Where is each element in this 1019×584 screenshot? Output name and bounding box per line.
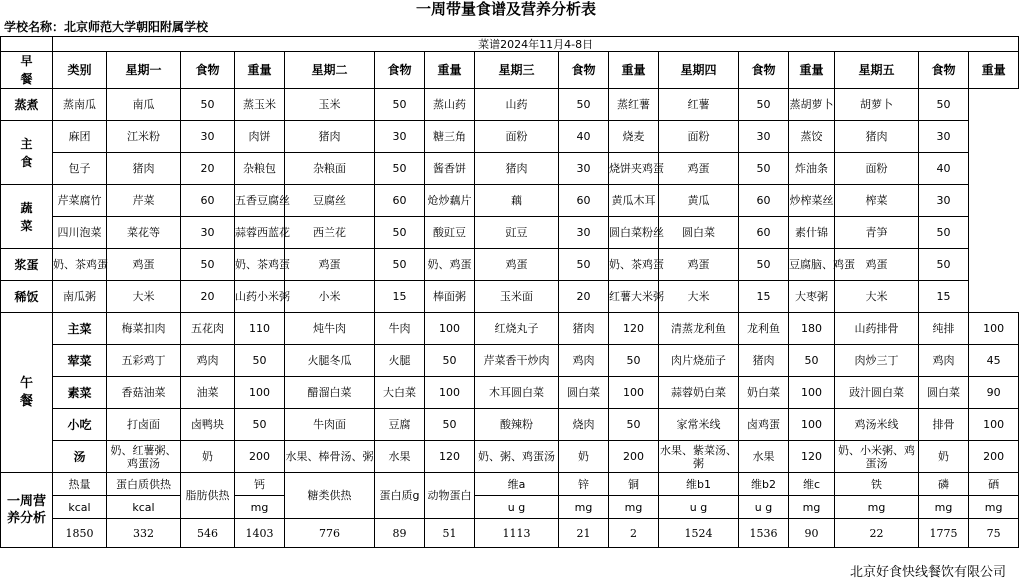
- dish-cell: 蒸红薯: [609, 89, 659, 121]
- dish-cell: 芹菜香干炒肉: [475, 345, 559, 377]
- food-cell: 五花肉: [181, 313, 235, 345]
- dish-cell: 蒸玉米: [235, 89, 285, 121]
- meal-breakfast-label: 早餐: [20, 54, 33, 86]
- food-cell: 烧肉: [559, 409, 609, 441]
- food-cell: 奶: [559, 441, 609, 473]
- weight-cell: 100: [425, 377, 475, 409]
- weight-cell: 50: [375, 217, 425, 249]
- col-header: 食物: [739, 52, 789, 89]
- weight-cell: 120: [609, 313, 659, 345]
- breakfast-row: [1, 281, 1019, 313]
- dish-cell: 蒸南瓜: [53, 89, 107, 121]
- dish-cell: 炝炒藕片: [425, 185, 475, 217]
- col-header: 重量: [969, 52, 1019, 89]
- category-label: 小吃: [53, 409, 107, 441]
- nut-vita: 维a: [475, 473, 559, 496]
- weight-cell: 100: [969, 409, 1019, 441]
- dish-cell: 蒜蓉奶白菜: [659, 377, 739, 409]
- category-label: 汤: [53, 441, 107, 473]
- col-header: 食物: [559, 52, 609, 89]
- nutrition-value: 1536: [739, 519, 789, 548]
- food-cell: 菜花等: [107, 217, 181, 249]
- food-cell: 豇豆: [475, 217, 559, 249]
- weight-cell: 50: [919, 89, 969, 121]
- food-cell: 面粉: [835, 153, 919, 185]
- weight-cell: 30: [919, 121, 969, 153]
- weight-cell: 20: [181, 153, 235, 185]
- category-label: 浆蛋: [1, 249, 53, 281]
- weight-cell: 50: [425, 345, 475, 377]
- dish-cell: 炸油条: [789, 153, 835, 185]
- dish-cell: 豆腐脑、鸡蛋: [789, 249, 835, 281]
- weight-cell: 180: [789, 313, 835, 345]
- dish-cell: 醋溜白菜: [285, 377, 375, 409]
- weight-cell: 100: [609, 377, 659, 409]
- dish-cell: 杂粮包: [235, 153, 285, 185]
- nutrition-value: 1775: [919, 519, 969, 548]
- category-text: 主食: [20, 136, 33, 169]
- unit-vita: u g: [475, 496, 559, 519]
- col-header: 星期四: [659, 52, 739, 89]
- dish-cell: 五香豆腐丝: [235, 185, 285, 217]
- dish-cell: 肉片烧茄子: [659, 345, 739, 377]
- breakfast-row: [1, 217, 1019, 249]
- nut-animal-protein: 动物蛋白: [425, 473, 475, 519]
- weight-cell: 50: [739, 153, 789, 185]
- food-cell: 玉米: [285, 89, 375, 121]
- dish-cell: 奶、红薯粥、鸡蛋汤: [107, 441, 181, 473]
- food-cell: 西兰花: [285, 217, 375, 249]
- food-cell: 猪肉: [475, 153, 559, 185]
- nutrition-value: 332: [107, 519, 181, 548]
- weight-cell: 50: [235, 409, 285, 441]
- dish-cell: 香菇油菜: [107, 377, 181, 409]
- food-cell: 鸡蛋: [107, 249, 181, 281]
- food-cell: 小米: [285, 281, 375, 313]
- unit-iron: mg: [835, 496, 919, 519]
- weight-cell: 15: [375, 281, 425, 313]
- nut-protein-heat: 蛋白质供热: [107, 473, 181, 496]
- dish-cell: 圆白菜粉丝: [609, 217, 659, 249]
- weight-cell: 50: [559, 249, 609, 281]
- weight-cell: 50: [609, 345, 659, 377]
- unit-zinc: mg: [559, 496, 609, 519]
- weight-cell: 100: [969, 313, 1019, 345]
- weight-cell: 50: [425, 409, 475, 441]
- breakfast-section: [1, 89, 1019, 313]
- weight-cell: 50: [375, 249, 425, 281]
- food-cell: 玉米面: [475, 281, 559, 313]
- nut-vitc: 维c: [789, 473, 835, 496]
- food-cell: 水果: [739, 441, 789, 473]
- nutrition-values-row: [1, 519, 1019, 548]
- col-header: 重量: [425, 52, 475, 89]
- col-header: 重量: [789, 52, 835, 89]
- weight-cell: 50: [919, 217, 969, 249]
- nut-iron: 铁: [835, 473, 919, 496]
- dish-cell: 炖牛肉: [285, 313, 375, 345]
- sheet-title: 一周带量食谱及营养分析表: [415, 0, 596, 18]
- weight-cell: 50: [739, 249, 789, 281]
- food-cell: 猪肉: [739, 345, 789, 377]
- food-cell: 纯排: [919, 313, 969, 345]
- weight-cell: 20: [181, 281, 235, 313]
- food-cell: 圆白菜: [659, 217, 739, 249]
- weight-cell: 100: [789, 409, 835, 441]
- weight-cell: 90: [969, 377, 1019, 409]
- nutrition-value: 1403: [235, 519, 285, 548]
- dish-cell: 糖三角: [425, 121, 475, 153]
- food-cell: 藕: [475, 185, 559, 217]
- nutrition-summary-label: 一周营养分析: [1, 473, 53, 548]
- category-label: 素菜: [53, 377, 107, 409]
- food-cell: 奶白菜: [739, 377, 789, 409]
- nutrition-value: 51: [425, 519, 475, 548]
- weight-cell: 60: [739, 217, 789, 249]
- breakfast-row: [1, 153, 1019, 185]
- food-cell: 猪肉: [107, 153, 181, 185]
- nut-vitb2: 维b2: [739, 473, 789, 496]
- nut-vitb1: 维b1: [659, 473, 739, 496]
- col-header: 食物: [375, 52, 425, 89]
- company-name: 北京好食快线餐饮有限公司: [849, 565, 1006, 580]
- breakfast-row: [1, 89, 1019, 121]
- dish-cell: 火腿冬瓜: [285, 345, 375, 377]
- dish-cell: 烧麦: [609, 121, 659, 153]
- category-label: [1, 185, 53, 249]
- dish-cell: 棒面粥: [425, 281, 475, 313]
- category-label: 主菜: [53, 313, 107, 345]
- food-cell: 山药: [475, 89, 559, 121]
- food-cell: 油菜: [181, 377, 235, 409]
- nutrition-value: 22: [835, 519, 919, 548]
- breakfast-row: [1, 121, 1019, 153]
- weight-cell: 30: [375, 121, 425, 153]
- dish-cell: 鸡汤米线: [835, 409, 919, 441]
- weight-cell: 100: [789, 377, 835, 409]
- category-label: 荤菜: [53, 345, 107, 377]
- dish-cell: 素什锦: [789, 217, 835, 249]
- food-cell: 牛肉: [375, 313, 425, 345]
- food-cell: 豆腐丝: [285, 185, 375, 217]
- food-cell: 大白菜: [375, 377, 425, 409]
- meal-breakfast: [1, 52, 53, 89]
- food-cell: 鸡肉: [919, 345, 969, 377]
- weight-cell: 100: [235, 377, 285, 409]
- weight-cell: 50: [789, 345, 835, 377]
- nutrition-value: 1850: [53, 519, 107, 548]
- col-header: 星期五: [835, 52, 919, 89]
- dish-cell: 麻团: [53, 121, 107, 153]
- food-cell: 大米: [107, 281, 181, 313]
- food-cell: 鸡蛋: [835, 249, 919, 281]
- food-cell: 红薯: [659, 89, 739, 121]
- weight-cell: 30: [739, 121, 789, 153]
- unit-heat: kcal: [53, 496, 107, 519]
- nutrition-value: 1113: [475, 519, 559, 548]
- weight-cell: 50: [181, 249, 235, 281]
- nutrition-value: 546: [181, 519, 235, 548]
- dish-cell: 红薯大米粥: [609, 281, 659, 313]
- food-cell: 大米: [835, 281, 919, 313]
- weight-cell: 50: [375, 89, 425, 121]
- category-label: [1, 121, 53, 185]
- dish-cell: 山药小米粥: [235, 281, 285, 313]
- dish-cell: 水果、棒骨汤、粥: [285, 441, 375, 473]
- weight-cell: 200: [235, 441, 285, 473]
- dish-cell: 蒸胡萝卜: [789, 89, 835, 121]
- dish-cell: 豉汁圆白菜: [835, 377, 919, 409]
- unit-vitb2: u g: [739, 496, 789, 519]
- breakfast-row: [1, 185, 1019, 217]
- food-cell: 鸡蛋: [659, 153, 739, 185]
- weight-cell: 120: [425, 441, 475, 473]
- food-cell: 奶: [919, 441, 969, 473]
- dish-cell: 酸豇豆: [425, 217, 475, 249]
- nut-calcium: 钙: [235, 473, 285, 496]
- nutrition-value: 21: [559, 519, 609, 548]
- dish-cell: 蒸饺: [789, 121, 835, 153]
- dish-cell: 奶、茶鸡蛋: [53, 249, 107, 281]
- nutrition-value: 75: [969, 519, 1019, 548]
- weight-cell: 110: [235, 313, 285, 345]
- col-header: 星期二: [285, 52, 375, 89]
- food-cell: 胡萝卜: [835, 89, 919, 121]
- food-cell: 圆白菜: [559, 377, 609, 409]
- weight-cell: 15: [919, 281, 969, 313]
- date-spacer: [1, 37, 53, 52]
- food-cell: 豆腐: [375, 409, 425, 441]
- weight-cell: 20: [559, 281, 609, 313]
- food-cell: 卤鸭块: [181, 409, 235, 441]
- dish-cell: 山药排骨: [835, 313, 919, 345]
- dish-cell: 梅菜扣肉: [107, 313, 181, 345]
- dish-cell: 牛肉面: [285, 409, 375, 441]
- weight-cell: 30: [559, 153, 609, 185]
- food-cell: 南瓜: [107, 89, 181, 121]
- weight-cell: 30: [559, 217, 609, 249]
- weight-cell: 50: [919, 249, 969, 281]
- weight-cell: 50: [375, 153, 425, 185]
- food-cell: 猪肉: [285, 121, 375, 153]
- food-cell: 大米: [659, 281, 739, 313]
- dish-cell: 五彩鸡丁: [107, 345, 181, 377]
- dish-cell: 家常米线: [659, 409, 739, 441]
- nut-phosphorus: 磷: [919, 473, 969, 496]
- unit-calcium: mg: [235, 496, 285, 519]
- nutrition-unit-row: [1, 496, 1019, 519]
- food-cell: 黄瓜: [659, 185, 739, 217]
- nutrition-value: 776: [285, 519, 375, 548]
- nutrition-value: 2: [609, 519, 659, 548]
- col-header: 重量: [235, 52, 285, 89]
- dish-cell: 四川泡菜: [53, 217, 107, 249]
- weight-cell: 45: [969, 345, 1019, 377]
- weight-cell: 60: [181, 185, 235, 217]
- breakfast-row: [1, 249, 1019, 281]
- dish-cell: 清蒸龙利鱼: [659, 313, 739, 345]
- weight-cell: 40: [919, 153, 969, 185]
- nutrition-value: 89: [375, 519, 425, 548]
- category-text: 蔬菜: [20, 200, 33, 233]
- weight-cell: 50: [181, 89, 235, 121]
- dish-cell: 酱香饼: [425, 153, 475, 185]
- food-cell: 鸡蛋: [659, 249, 739, 281]
- category-label: 蒸煮: [1, 89, 53, 121]
- food-cell: 猪肉: [559, 313, 609, 345]
- dish-cell: 蒸山药: [425, 89, 475, 121]
- unit-phosphorus: mg: [919, 496, 969, 519]
- lunch-row: [1, 377, 1019, 409]
- weight-cell: 15: [739, 281, 789, 313]
- lunch-row: [1, 345, 1019, 377]
- header-row: [1, 52, 1019, 89]
- lunch-row: [1, 409, 1019, 441]
- category-label: 稀饭: [1, 281, 53, 313]
- dish-cell: 包子: [53, 153, 107, 185]
- food-cell: 水果: [375, 441, 425, 473]
- food-cell: 鸡蛋: [475, 249, 559, 281]
- dish-cell: 肉炒三丁: [835, 345, 919, 377]
- dish-cell: 打卤面: [107, 409, 181, 441]
- food-cell: 排骨: [919, 409, 969, 441]
- nutrition-value: 90: [789, 519, 835, 548]
- col-header: 类别: [53, 52, 107, 89]
- weight-cell: 30: [181, 217, 235, 249]
- nut-protein-g: 蛋白质g: [375, 473, 425, 519]
- nut-selenium: 硒: [969, 473, 1019, 496]
- col-header: 星期一: [107, 52, 181, 89]
- food-cell: 猪肉: [835, 121, 919, 153]
- dish-cell: 芹菜腐竹: [53, 185, 107, 217]
- unit-selenium: mg: [969, 496, 1019, 519]
- food-cell: 奶: [181, 441, 235, 473]
- weight-cell: 50: [609, 409, 659, 441]
- lunch-row: [1, 441, 1019, 473]
- lunch-section: [1, 313, 1019, 473]
- dish-cell: 水果、紫菜汤、粥: [659, 441, 739, 473]
- food-cell: 芹菜: [107, 185, 181, 217]
- lunch-row: [1, 313, 1019, 345]
- food-cell: 龙利鱼: [739, 313, 789, 345]
- dish-cell: 肉饼: [235, 121, 285, 153]
- food-cell: 卤鸡蛋: [739, 409, 789, 441]
- meal-lunch: [1, 313, 53, 473]
- food-cell: 火腿: [375, 345, 425, 377]
- food-cell: 鸡肉: [181, 345, 235, 377]
- food-cell: 青笋: [835, 217, 919, 249]
- weight-cell: 60: [739, 185, 789, 217]
- food-cell: 榨菜: [835, 185, 919, 217]
- food-cell: 鸡肉: [559, 345, 609, 377]
- dish-cell: 大枣粥: [789, 281, 835, 313]
- nut-carb-heat: 糖类供热: [285, 473, 375, 519]
- col-header: 食物: [919, 52, 969, 89]
- dish-cell: 南瓜粥: [53, 281, 107, 313]
- unit-vitb1: u g: [659, 496, 739, 519]
- food-cell: 江米粉: [107, 121, 181, 153]
- dish-cell: 炒榨菜丝: [789, 185, 835, 217]
- dish-cell: 黄瓜木耳: [609, 185, 659, 217]
- weight-cell: 200: [969, 441, 1019, 473]
- col-header: 重量: [609, 52, 659, 89]
- nutrition-value: 1524: [659, 519, 739, 548]
- weight-cell: 50: [739, 89, 789, 121]
- school-name: 学校名称：北京师范大学朝阳附属学校: [4, 20, 209, 34]
- dish-cell: 奶、鸡蛋: [425, 249, 475, 281]
- col-header: 星期三: [475, 52, 559, 89]
- weight-cell: 30: [181, 121, 235, 153]
- food-cell: 鸡蛋: [285, 249, 375, 281]
- weight-cell: 30: [919, 185, 969, 217]
- dish-cell: 奶、小米粥、鸡蛋汤: [835, 441, 919, 473]
- dish-cell: 木耳圆白菜: [475, 377, 559, 409]
- menu-table: [0, 36, 1019, 548]
- unit-copper: mg: [609, 496, 659, 519]
- weight-cell: 60: [559, 185, 609, 217]
- weight-cell: 120: [789, 441, 835, 473]
- nut-zinc: 锌: [559, 473, 609, 496]
- dish-cell: 酸辣粉: [475, 409, 559, 441]
- food-cell: 面粉: [475, 121, 559, 153]
- dish-cell: 奶、茶鸡蛋: [235, 249, 285, 281]
- weight-cell: 50: [235, 345, 285, 377]
- food-cell: 面粉: [659, 121, 739, 153]
- food-cell: 圆白菜: [919, 377, 969, 409]
- weight-cell: 200: [609, 441, 659, 473]
- weight-cell: 100: [425, 313, 475, 345]
- weight-cell: 60: [375, 185, 425, 217]
- nut-fat-heat: 脂肪供热: [181, 473, 235, 519]
- nut-copper: 铜: [609, 473, 659, 496]
- weight-cell: 40: [559, 121, 609, 153]
- dish-cell: 蒜蓉西蓝花: [235, 217, 285, 249]
- weight-cell: 50: [559, 89, 609, 121]
- dish-cell: 烧饼夹鸡蛋: [609, 153, 659, 185]
- dish-cell: 奶、茶鸡蛋: [609, 249, 659, 281]
- food-cell: 杂粮面: [285, 153, 375, 185]
- unit-protein-heat: kcal: [107, 496, 181, 519]
- dish-cell: 奶、粥、鸡蛋汤: [475, 441, 559, 473]
- menu-date: 菜谱2024年11月4-8日: [53, 37, 1019, 52]
- nut-heat: 热量: [53, 473, 107, 496]
- dish-cell: 红烧丸子: [475, 313, 559, 345]
- col-header: 食物: [181, 52, 235, 89]
- meal-lunch-label: 午餐: [19, 375, 33, 409]
- unit-vitc: mg: [789, 496, 835, 519]
- nutrition-label-row: [1, 473, 1019, 496]
